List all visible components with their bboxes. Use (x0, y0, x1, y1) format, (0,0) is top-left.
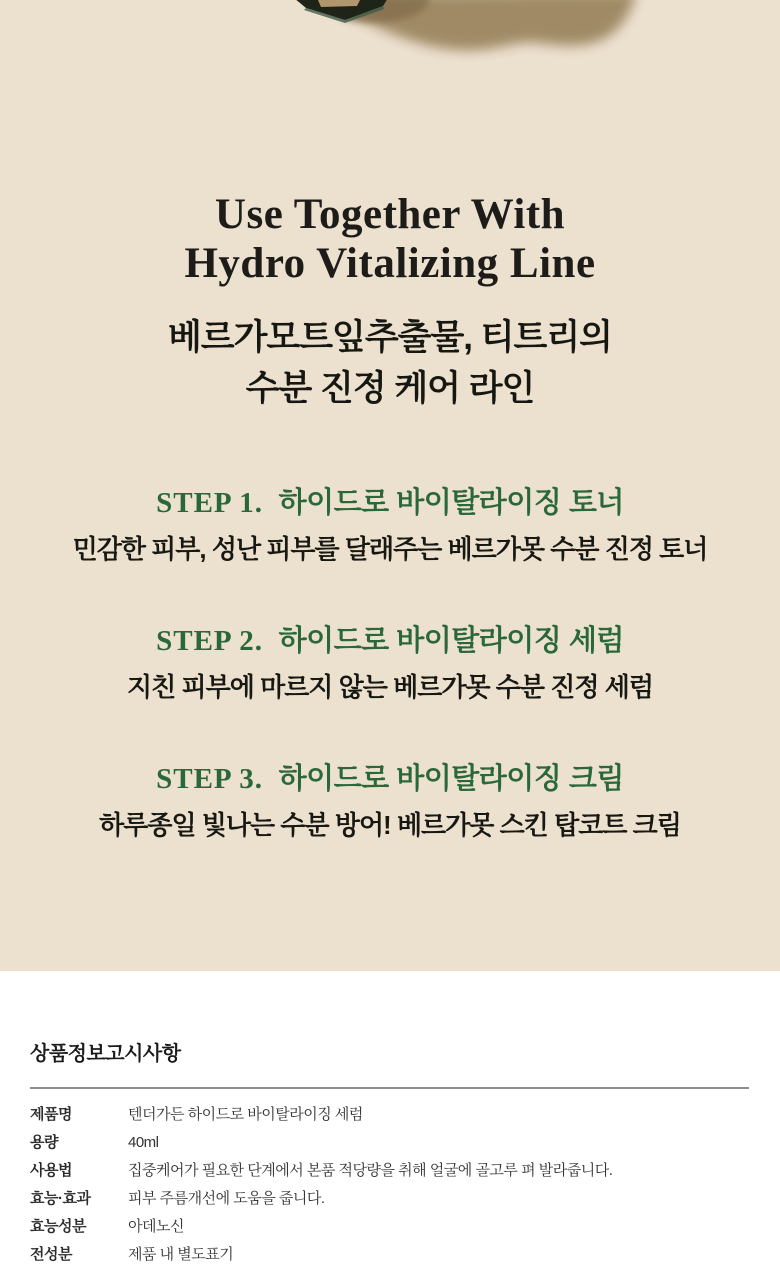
step-3-name: 하이드로 바이탈라이징 크림 (278, 763, 624, 795)
row-label: 사용법 (30, 1162, 72, 1179)
row-value: 텐더가든 하이드로 바이탈라이징 세럼 (128, 1106, 363, 1123)
step-3-heading (0, 762, 780, 796)
product-info-heading: 상품정보고시사항 (30, 1043, 181, 1065)
product-info-section (0, 971, 780, 1275)
step-2-description: 지친 피부에 마르지 않는 베르가못 수분 진정 세럼 (127, 672, 653, 702)
step-3-description: 하루종일 빛나는 수분 방어! 베르가못 스킨 탑코트 크림 (99, 810, 681, 840)
hero-subtitle-line1: 베르가모트잎추출물, 티트리의 (168, 318, 612, 357)
step-1 (0, 486, 780, 564)
step-2-name: 하이드로 바이탈라이징 세럼 (278, 625, 624, 657)
step-2 (0, 624, 780, 702)
table-row-efficacy (30, 1191, 750, 1219)
row-value: 40ml (128, 1134, 159, 1151)
row-label: 효능성분 (30, 1218, 86, 1235)
step-3 (0, 762, 780, 840)
hero-title (0, 190, 780, 288)
step-2-label: STEP 2. (156, 625, 264, 657)
product-shadow (318, 0, 636, 50)
product-box-edge (304, 6, 384, 23)
step-1-description: 민감한 피부, 성난 피부를 달래주는 베르가못 수분 진정 토너 (72, 534, 708, 564)
step-1-name: 하이드로 바이탈라이징 토너 (278, 487, 624, 519)
hero-title-line1: Use Together With (214, 191, 566, 238)
row-value: 제품 내 별도표기 (128, 1246, 234, 1263)
product-box (294, 0, 388, 20)
step-1-label: STEP 1. (156, 487, 264, 519)
row-label: 용량 (30, 1134, 58, 1151)
product-box-label (318, 0, 360, 7)
step-3-label: STEP 3. (156, 763, 264, 795)
hero-subtitle-line2: 수분 진정 케어 라인 (245, 369, 535, 408)
product-info-table (30, 1107, 750, 1275)
table-row-active-ingredient (30, 1219, 750, 1247)
divider (30, 1087, 749, 1089)
product-shadow-dark (308, 0, 430, 22)
steps-list (0, 486, 780, 840)
table-row-usage (30, 1163, 750, 1191)
step-1-heading (0, 486, 780, 520)
row-label: 전성분 (30, 1246, 72, 1263)
step-2-heading (0, 624, 780, 658)
table-row-full-ingredients (30, 1247, 750, 1275)
product-box-photo (0, 0, 780, 90)
table-row-volume (30, 1135, 750, 1163)
row-label: 제품명 (30, 1106, 72, 1123)
row-value: 아데노신 (128, 1218, 184, 1235)
row-label: 효능·효과 (30, 1190, 91, 1207)
hero-subtitle (0, 312, 780, 414)
table-row-product-name (30, 1107, 750, 1135)
row-value: 집중케어가 필요한 단계에서 본품 적당량을 취해 얼굴에 골고루 펴 발라줍니다. (128, 1162, 613, 1179)
row-value: 피부 주름개선에 도움을 줍니다. (128, 1190, 325, 1207)
hero-title-line2: Hydro Vitalizing Line (184, 240, 596, 287)
